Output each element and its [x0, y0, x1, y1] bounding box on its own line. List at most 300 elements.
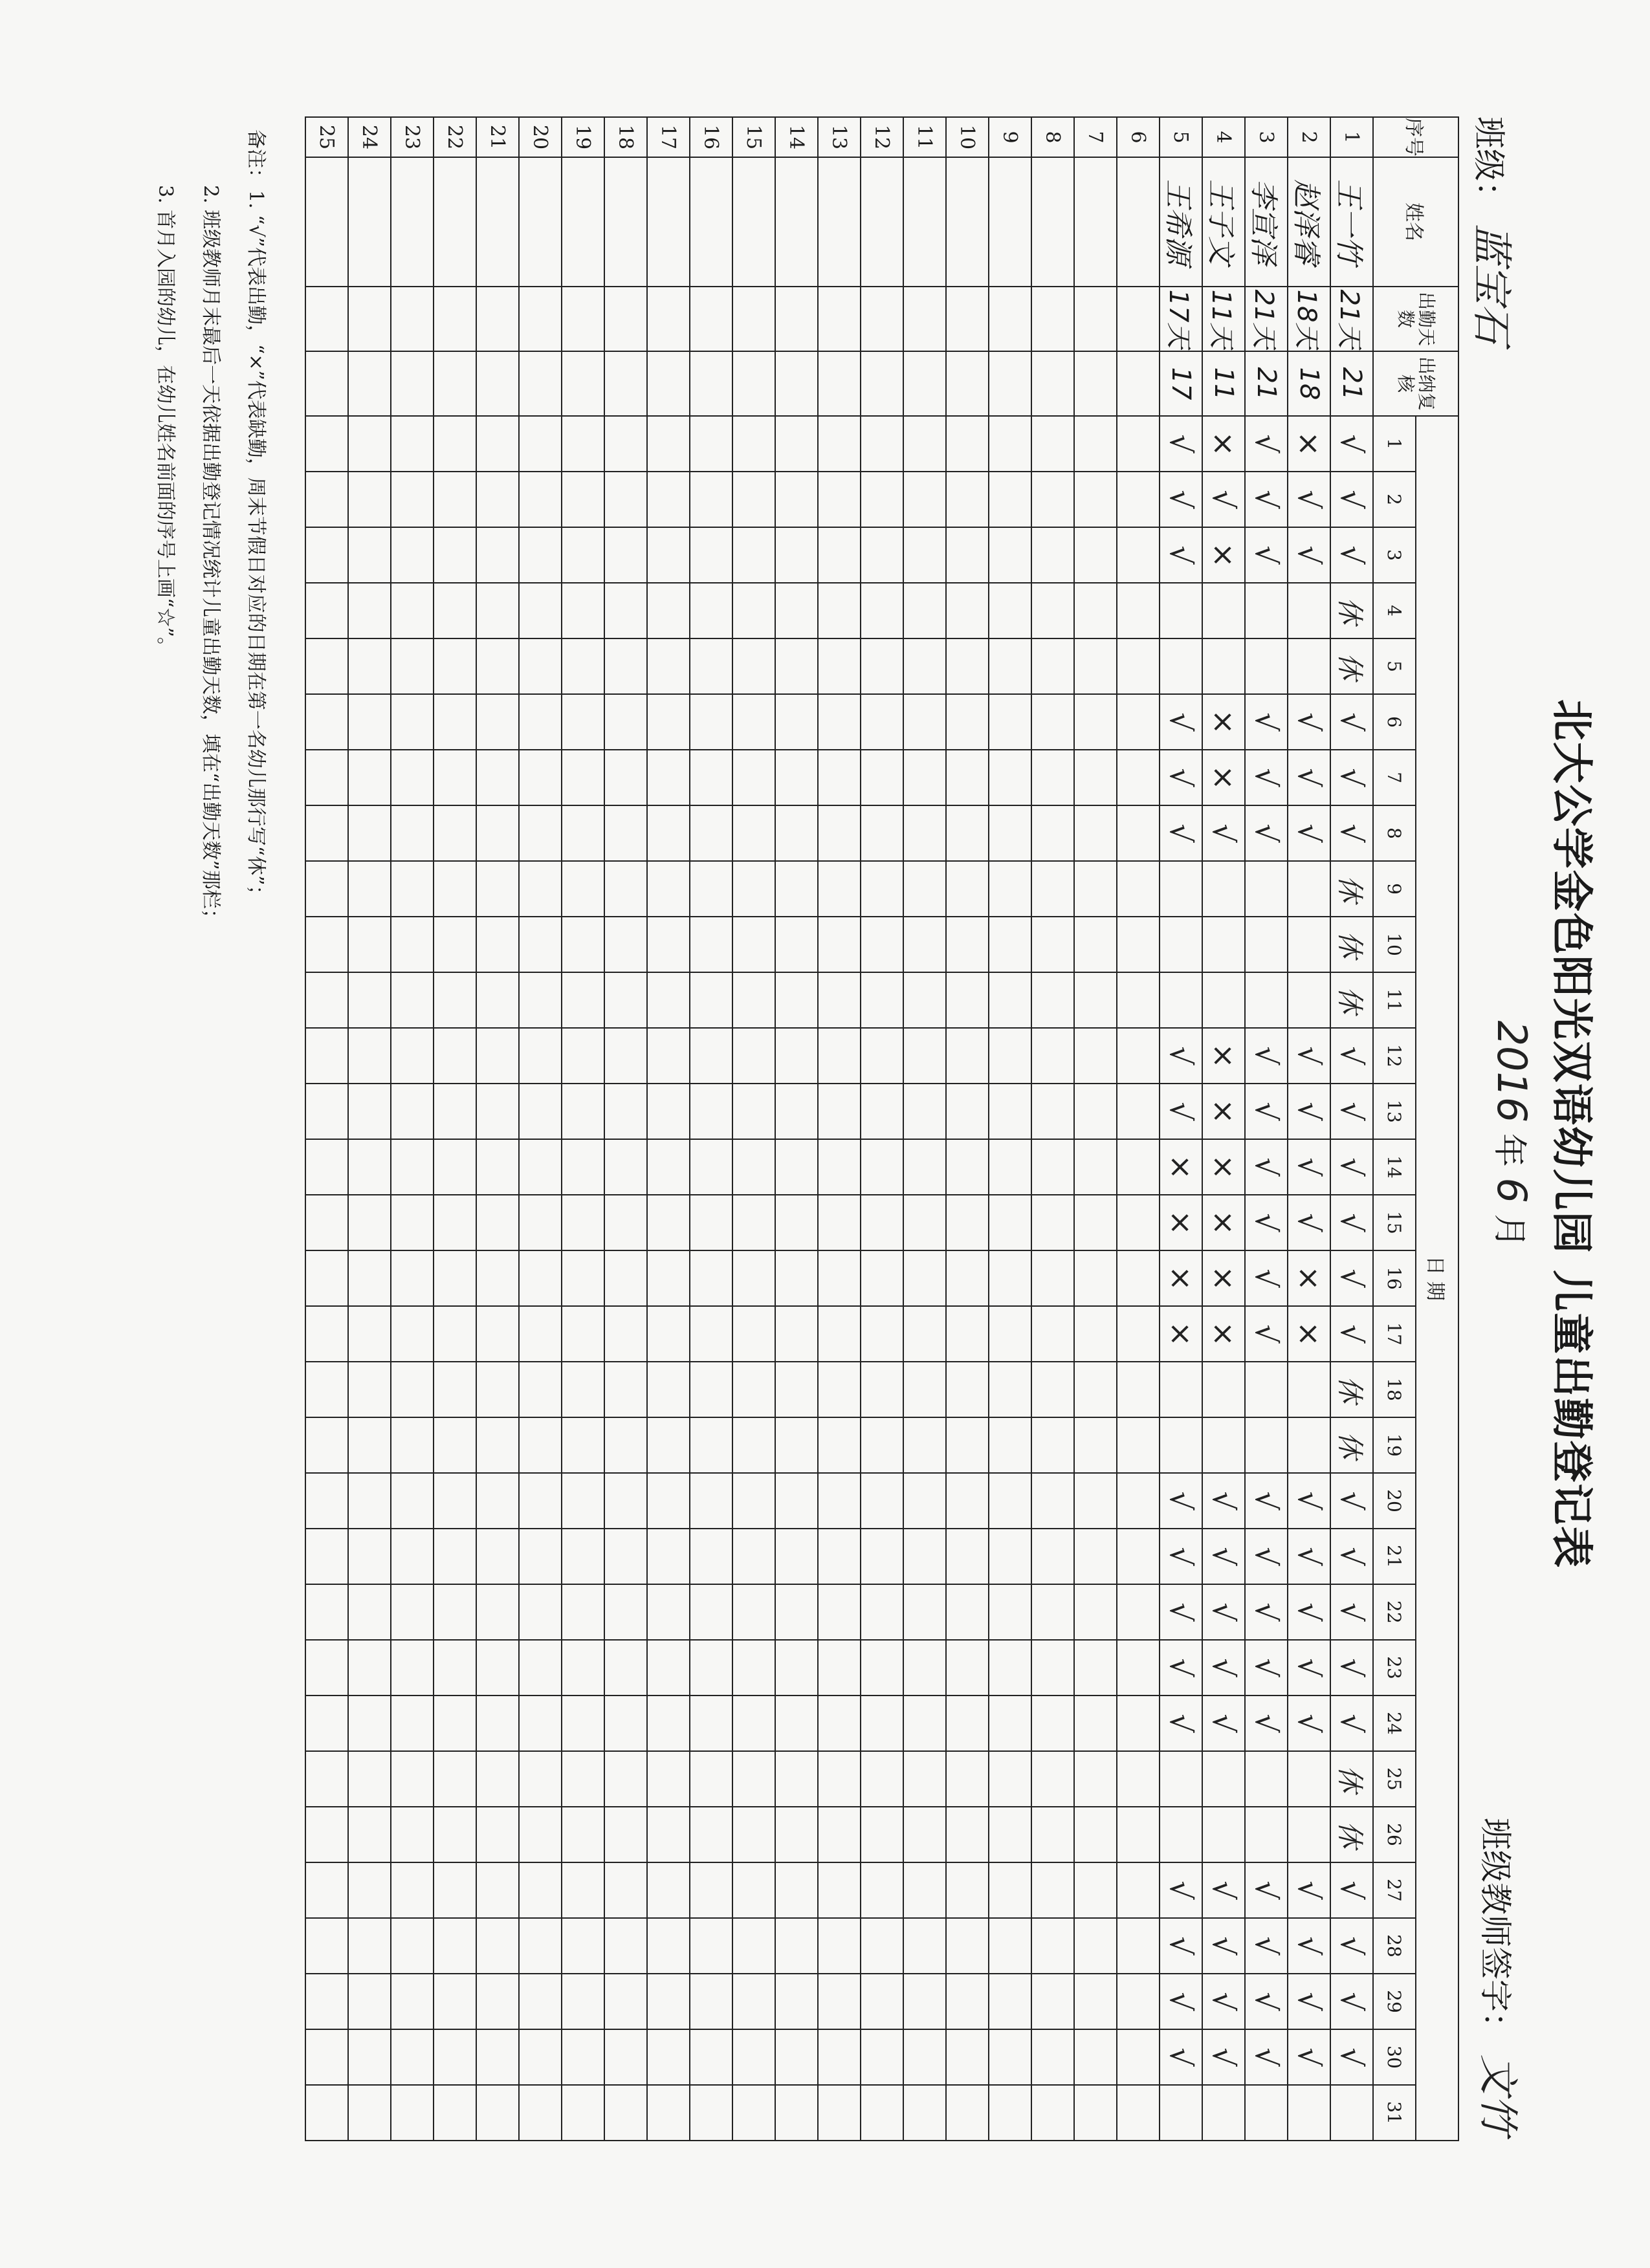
attendance-cell	[775, 1529, 818, 1584]
attendance-cell: √	[1245, 472, 1288, 527]
attendance-cell: ×	[1288, 416, 1330, 472]
attendance-cell	[775, 750, 818, 805]
table-row	[903, 117, 946, 2141]
attendance-cell: √	[1160, 1974, 1202, 2029]
attendance-cell	[946, 972, 989, 1028]
attendance-cell	[434, 472, 476, 527]
attendance-cell	[690, 638, 732, 694]
attendance-cell	[818, 472, 861, 527]
attendance-cell	[989, 1862, 1031, 1918]
attendance-cell	[989, 1417, 1031, 1473]
attendance-cell	[775, 1139, 818, 1195]
attendance-cell	[391, 1529, 434, 1584]
attendance-cell	[1160, 917, 1202, 972]
attendance-cell	[861, 1084, 903, 1139]
attendance-cell	[989, 1139, 1031, 1195]
verify-count	[348, 351, 391, 416]
attendance-cell	[861, 1306, 903, 1362]
attendance-cell	[1074, 972, 1117, 1028]
attendance-cell	[305, 805, 348, 861]
class-name: 蓝宝石	[1468, 223, 1515, 344]
row-number: 1	[1330, 117, 1373, 157]
row-number: 15	[732, 117, 775, 157]
attendance-cell	[732, 1529, 775, 1584]
row-number: 8	[1031, 117, 1074, 157]
attendance-cell	[1117, 583, 1160, 638]
attendance-cell	[434, 1640, 476, 1696]
month-label: 月	[1490, 1214, 1528, 1248]
table-row	[1117, 117, 1160, 2141]
attendance-cell	[604, 416, 647, 472]
attendance-cell	[391, 805, 434, 861]
attendance-cell: √	[1245, 750, 1288, 805]
table-row	[434, 117, 476, 2141]
attendance-cell	[1202, 917, 1245, 972]
attendance-cell	[562, 1084, 604, 1139]
attendance-cell	[861, 1751, 903, 1807]
attendance-cell	[434, 1417, 476, 1473]
attendance-cell	[1117, 1529, 1160, 1584]
attendance-cell	[348, 1306, 391, 1362]
attendance-cell: √	[1160, 1529, 1202, 1584]
attendance-cell	[1117, 1696, 1160, 1751]
attendance-cell	[391, 1417, 434, 1473]
attendance-cell	[775, 1751, 818, 1807]
attendance-cell	[434, 1529, 476, 1584]
attendance-cell	[647, 583, 690, 638]
attendance-table	[305, 116, 1459, 2141]
attendance-cell	[690, 1028, 732, 1084]
attendance-cell	[562, 1195, 604, 1250]
attendance-cell	[1117, 1306, 1160, 1362]
attendance-cell	[562, 583, 604, 638]
attendance-cell	[562, 1807, 604, 1862]
day-header-13: 13	[1373, 1084, 1416, 1139]
attendance-cell	[989, 1195, 1031, 1250]
attendance-cell: √	[1202, 1974, 1245, 2029]
attendance-cell	[647, 1529, 690, 1584]
day-header-9: 9	[1373, 861, 1416, 917]
attendance-cell	[903, 1751, 946, 1807]
notes	[142, 129, 278, 928]
attendance-cell	[519, 2085, 562, 2141]
attendance-cell	[1074, 1584, 1117, 1640]
attendance-cell	[604, 1529, 647, 1584]
attendance-cell	[861, 805, 903, 861]
attendance-cell	[903, 527, 946, 583]
attendance-cell	[1074, 1473, 1117, 1529]
attendance-cell: √	[1330, 1250, 1373, 1306]
attendance-cell	[989, 917, 1031, 972]
attendance-cell	[732, 1417, 775, 1473]
attendance-cell	[348, 527, 391, 583]
attendance-cell	[989, 1306, 1031, 1362]
attendance-cell	[946, 472, 989, 527]
attendance-cell	[946, 1028, 989, 1084]
attendance-cell	[946, 638, 989, 694]
attendance-cell	[647, 694, 690, 750]
attendance-cell	[818, 1362, 861, 1417]
row-number: 11	[903, 117, 946, 157]
attendance-cell	[903, 1028, 946, 1084]
day-header-19: 19	[1373, 1417, 1416, 1473]
attendance-cell: √	[1245, 1584, 1288, 1640]
attendance-cell	[861, 1862, 903, 1918]
attendance-cell: √	[1202, 1529, 1245, 1584]
attendance-cell	[732, 694, 775, 750]
attendance-cell	[305, 638, 348, 694]
attendance-cell	[732, 583, 775, 638]
attendance-cell	[476, 1751, 519, 1807]
attendance-cell	[1160, 583, 1202, 638]
verify-count	[1117, 351, 1160, 416]
attendance-cell	[775, 1918, 818, 1974]
attendance-cell	[476, 1473, 519, 1529]
attendance-cell	[903, 1250, 946, 1306]
attendance-cell	[775, 694, 818, 750]
attendance-cell	[861, 638, 903, 694]
attendance-cell	[818, 917, 861, 972]
attendance-cell	[562, 1751, 604, 1807]
attendance-cell	[519, 583, 562, 638]
attendance-cell	[818, 416, 861, 472]
attendance-cell	[434, 861, 476, 917]
verify-count	[818, 351, 861, 416]
attendance-cell	[604, 1751, 647, 1807]
attendance-cell	[946, 1529, 989, 1584]
attendance-cell	[903, 1918, 946, 1974]
attendance-cell	[690, 1417, 732, 1473]
attendance-cell	[690, 1807, 732, 1862]
attendance-cell	[989, 1974, 1031, 2029]
attendance-cell	[903, 1139, 946, 1195]
attendance-cell	[946, 750, 989, 805]
attendance-cell	[861, 472, 903, 527]
attendance-cell	[818, 750, 861, 805]
attendance-cell	[1031, 1974, 1074, 2029]
attendance-cell	[818, 1473, 861, 1529]
attendance-cell	[476, 1696, 519, 1751]
attendance-cell	[519, 1751, 562, 1807]
attendance-cell	[1031, 694, 1074, 750]
day-header-12: 12	[1373, 1028, 1416, 1084]
verify-count	[732, 351, 775, 416]
attendance-cell	[391, 416, 434, 472]
attendance-cell	[903, 638, 946, 694]
attendance-cell	[1074, 861, 1117, 917]
attendance-cell	[476, 472, 519, 527]
attendance-cell	[476, 1306, 519, 1362]
attendance-cell: √	[1202, 1918, 1245, 1974]
attendance-cell	[519, 472, 562, 527]
attendance-cell: ×	[1202, 527, 1245, 583]
attendance-cell	[861, 1417, 903, 1473]
row-number: 17	[647, 117, 690, 157]
attendance-cell	[476, 917, 519, 972]
verify-count	[305, 351, 348, 416]
attendance-cell	[732, 1640, 775, 1696]
attendance-cell: √	[1245, 1974, 1288, 2029]
attendance-cell	[305, 527, 348, 583]
attendance-days	[690, 287, 732, 351]
attendance-cell	[861, 527, 903, 583]
attendance-cell	[732, 2029, 775, 2085]
attendance-cell	[604, 1362, 647, 1417]
attendance-cell	[1031, 1306, 1074, 1362]
attendance-cell	[903, 1696, 946, 1751]
attendance-days	[476, 287, 519, 351]
attendance-cell	[1117, 694, 1160, 750]
attendance-cell	[861, 1918, 903, 1974]
attendance-cell	[1160, 1417, 1202, 1473]
attendance-cell: √	[1288, 750, 1330, 805]
attendance-cell	[1202, 972, 1245, 1028]
attendance-cell	[903, 1640, 946, 1696]
attendance-cell	[305, 861, 348, 917]
attendance-days	[946, 287, 989, 351]
verify-count	[562, 351, 604, 416]
attendance-cell	[818, 1028, 861, 1084]
attendance-cell	[391, 2085, 434, 2141]
attendance-cell	[775, 1306, 818, 1362]
verify-count	[690, 351, 732, 416]
attendance-cell	[775, 583, 818, 638]
attendance-cell	[434, 1028, 476, 1084]
attendance-cell	[1117, 861, 1160, 917]
attendance-cell	[1117, 805, 1160, 861]
attendance-cell	[562, 1028, 604, 1084]
attendance-cell	[305, 1473, 348, 1529]
attendance-cell	[305, 694, 348, 750]
attendance-cell	[732, 1362, 775, 1417]
attendance-cell	[562, 972, 604, 1028]
attendance-cell	[1031, 1362, 1074, 1417]
attendance-cell	[690, 750, 732, 805]
attendance-cell	[305, 1640, 348, 1696]
attendance-cell: ×	[1288, 1306, 1330, 1362]
attendance-cell: √	[1160, 694, 1202, 750]
attendance-cell	[647, 2085, 690, 2141]
attendance-cell	[946, 1584, 989, 1640]
attendance-cell	[1117, 1640, 1160, 1696]
attendance-cell	[476, 1974, 519, 2029]
attendance-cell	[348, 1807, 391, 1862]
attendance-cell: √	[1288, 1084, 1330, 1139]
attendance-cell	[903, 1529, 946, 1584]
attendance-cell	[604, 1084, 647, 1139]
attendance-cell	[818, 2085, 861, 2141]
attendance-cell	[903, 1195, 946, 1250]
attendance-cell	[946, 1417, 989, 1473]
attendance-cell	[348, 1195, 391, 1250]
attendance-cell: 休	[1330, 861, 1373, 917]
attendance-cell: √	[1202, 1862, 1245, 1918]
attendance-cell	[519, 1974, 562, 2029]
attendance-cell	[903, 805, 946, 861]
child-name	[690, 157, 732, 287]
attendance-cell: √	[1245, 805, 1288, 861]
attendance-cell: √	[1288, 694, 1330, 750]
attendance-cell	[818, 1306, 861, 1362]
attendance-cell	[1160, 638, 1202, 694]
day-header-7: 7	[1373, 750, 1416, 805]
attendance-cell	[391, 1028, 434, 1084]
attendance-cell	[1117, 416, 1160, 472]
attendance-cell	[946, 2029, 989, 2085]
attendance-cell	[519, 1195, 562, 1250]
note-1	[233, 129, 278, 928]
attendance-cell	[690, 1084, 732, 1139]
attendance-cell	[647, 1807, 690, 1862]
attendance-days	[348, 287, 391, 351]
attendance-cell	[391, 1974, 434, 2029]
verify-count	[1074, 351, 1117, 416]
attendance-cell	[1031, 1250, 1074, 1306]
attendance-cell	[690, 805, 732, 861]
attendance-cell	[434, 1807, 476, 1862]
attendance-cell	[519, 972, 562, 1028]
attendance-cell	[1330, 2085, 1373, 2141]
attendance-cell	[1031, 750, 1074, 805]
attendance-cell	[348, 1139, 391, 1195]
attendance-cell: √	[1330, 416, 1373, 472]
attendance-cell	[647, 472, 690, 527]
attendance-cell	[562, 1306, 604, 1362]
attendance-cell	[348, 861, 391, 917]
attendance-cell	[1074, 917, 1117, 972]
attendance-cell: √	[1245, 1084, 1288, 1139]
table-row	[476, 117, 519, 2141]
attendance-cell	[1117, 2085, 1160, 2141]
note-3	[142, 129, 188, 928]
attendance-days	[604, 287, 647, 351]
attendance-cell	[1031, 1584, 1074, 1640]
attendance-cell	[348, 1584, 391, 1640]
attendance-cell	[1117, 1473, 1160, 1529]
attendance-cell	[690, 1696, 732, 1751]
attendance-cell	[732, 1250, 775, 1306]
attendance-cell	[861, 1807, 903, 1862]
attendance-cell	[348, 1862, 391, 1918]
attendance-cell: √	[1160, 1028, 1202, 1084]
attendance-cell	[690, 694, 732, 750]
attendance-cell	[861, 694, 903, 750]
day-header-5: 5	[1373, 638, 1416, 694]
attendance-cell	[1117, 972, 1160, 1028]
attendance-cell	[946, 527, 989, 583]
attendance-cell	[391, 1640, 434, 1696]
attendance-cell	[732, 805, 775, 861]
child-name	[604, 157, 647, 287]
attendance-days: 18天	[1288, 287, 1330, 351]
attendance-cell	[1288, 1807, 1330, 1862]
attendance-cell	[305, 472, 348, 527]
attendance-cell	[604, 1139, 647, 1195]
attendance-cell	[903, 972, 946, 1028]
attendance-cell	[1245, 1751, 1288, 1807]
table-row	[861, 117, 903, 2141]
year-label: 年	[1490, 1133, 1528, 1167]
attendance-cell	[1031, 1195, 1074, 1250]
attendance-cell	[348, 1696, 391, 1751]
attendance-cell: √	[1288, 1974, 1330, 2029]
attendance-cell	[989, 1084, 1031, 1139]
attendance-cell	[434, 416, 476, 472]
row-number: 16	[690, 117, 732, 157]
attendance-cell: 休	[1330, 1807, 1373, 1862]
attendance-cell	[1074, 1974, 1117, 2029]
attendance-cell: √	[1288, 2029, 1330, 2085]
attendance-cell	[946, 1862, 989, 1918]
table-row	[604, 117, 647, 2141]
note-2-text: 2. 班级教师月末最后一天依据出勤登记情况统计儿童出勤天数，填在“出勤天数”那栏；	[199, 185, 222, 928]
attendance-cell	[391, 1751, 434, 1807]
day-header-29: 29	[1373, 1974, 1416, 2029]
table-row	[305, 117, 348, 2141]
attendance-cell	[348, 2029, 391, 2085]
attendance-cell	[818, 638, 861, 694]
attendance-cell: √	[1330, 2029, 1373, 2085]
attendance-cell	[391, 583, 434, 638]
day-header-3: 3	[1373, 527, 1416, 583]
verify-count	[476, 351, 519, 416]
attendance-cell	[476, 527, 519, 583]
attendance-cell	[1245, 1362, 1288, 1417]
attendance-cell	[476, 972, 519, 1028]
table-row	[1074, 117, 1117, 2141]
attendance-cell	[1074, 1139, 1117, 1195]
child-name: 李宣泽	[1245, 157, 1288, 287]
attendance-cell	[989, 1473, 1031, 1529]
attendance-cell	[903, 2085, 946, 2141]
header-row-top	[1416, 117, 1458, 2141]
attendance-cell: ×	[1202, 416, 1245, 472]
attendance-cell: √	[1160, 1640, 1202, 1696]
child-name	[434, 157, 476, 287]
attendance-cell	[690, 861, 732, 917]
attendance-cell: √	[1330, 1862, 1373, 1918]
attendance-cell	[305, 1862, 348, 1918]
table-row	[348, 117, 391, 2141]
attendance-cell	[690, 1362, 732, 1417]
attendance-cell: √	[1330, 1974, 1373, 2029]
attendance-cell: ×	[1288, 1250, 1330, 1306]
attendance-cell: √	[1160, 805, 1202, 861]
attendance-cell	[647, 1918, 690, 1974]
attendance-cell	[434, 917, 476, 972]
attendance-cell	[732, 1195, 775, 1250]
attendance-cell	[519, 1362, 562, 1417]
attendance-cell	[1117, 1362, 1160, 1417]
attendance-cell	[348, 805, 391, 861]
attendance-cell	[647, 1640, 690, 1696]
attendance-cell	[861, 2085, 903, 2141]
attendance-cell	[519, 1473, 562, 1529]
attendance-cell	[818, 527, 861, 583]
attendance-cell	[903, 1362, 946, 1417]
attendance-cell	[1245, 2085, 1288, 2141]
attendance-cell	[348, 1084, 391, 1139]
attendance-days	[903, 287, 946, 351]
attendance-cell	[775, 1640, 818, 1696]
row-number: 13	[818, 117, 861, 157]
attendance-cell	[305, 583, 348, 638]
attendance-cell	[434, 1250, 476, 1306]
attendance-cell	[604, 917, 647, 972]
attendance-cell	[604, 2029, 647, 2085]
attendance-cell	[348, 1473, 391, 1529]
attendance-cell	[476, 1529, 519, 1584]
